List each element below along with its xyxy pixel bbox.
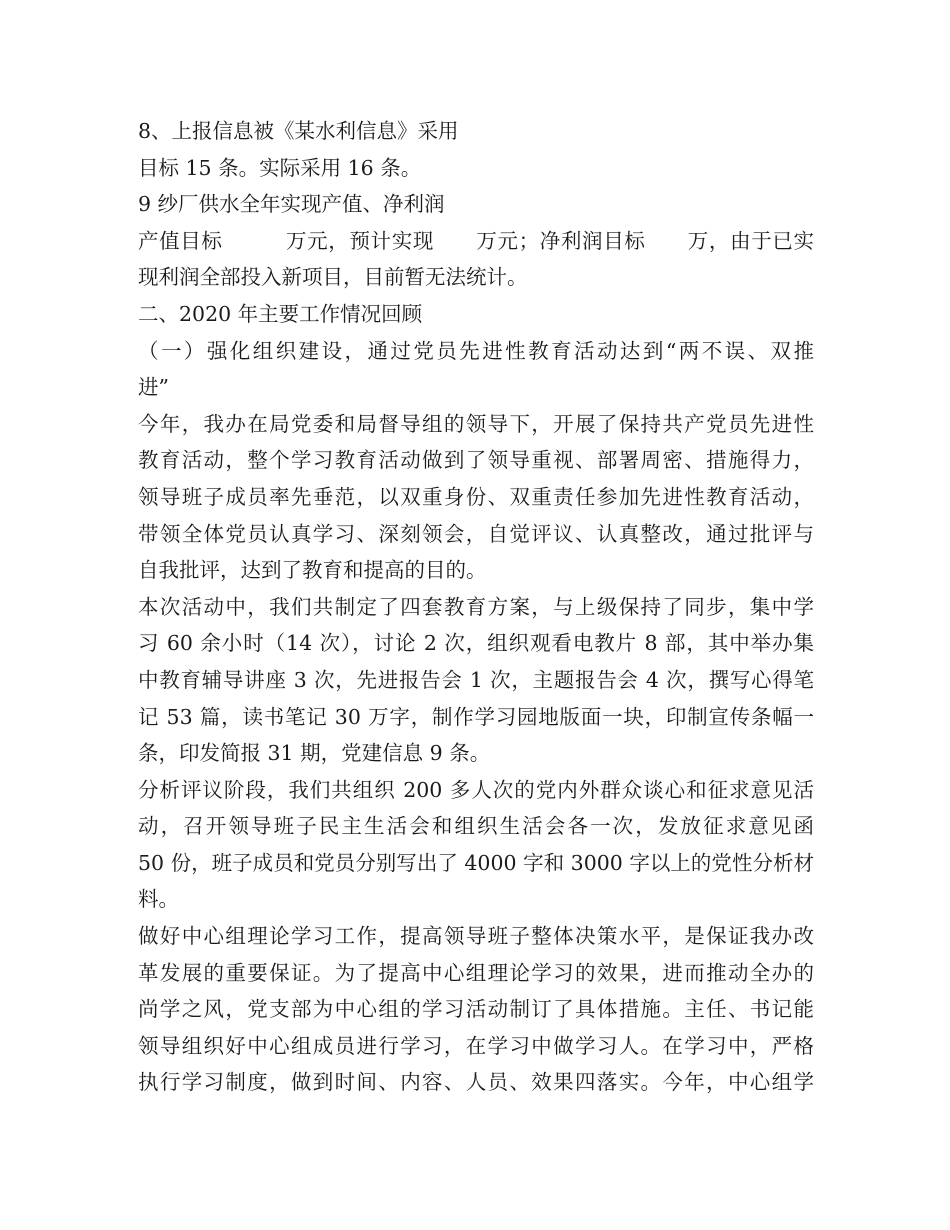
text-line: 带领全体党员认真学习、深刻领会，自觉评议、认真整改，通过批评与 bbox=[138, 521, 814, 546]
text-line: 中教育辅导讲座 3 次，先进报告会 1 次，主题报告会 4 次，撰写心得笔 bbox=[138, 667, 814, 692]
text-line: 50 份，班子成员和党员分别写出了 4000 字和 3000 字以上的党性分析材 bbox=[138, 850, 814, 875]
text-line: 教育活动，整个学习教育活动做到了领导重视、部署周密、措施得力， bbox=[138, 448, 814, 473]
text-line: 做好中心组理论学习工作，提高领导班子整体决策水平，是保证我办改 bbox=[138, 924, 814, 949]
text-line: 今年，我办在局党委和局督导组的领导下，开展了保持共产党员先进性 bbox=[138, 411, 814, 436]
text-line: 产值目标 万元，预计实现 万元；净利润目标 万，由于已实 bbox=[138, 228, 814, 253]
text-line: 尚学之风，党支部为中心组的学习活动制订了具体措施。主任、书记能 bbox=[138, 997, 814, 1022]
text-line: 料。 bbox=[138, 887, 179, 912]
text-line: 习 60 余小时（14 次），讨论 2 次，组织观看电教片 8 部，其中举办集 bbox=[138, 631, 814, 656]
text-line: 本次活动中，我们共制定了四套教育方案，与上级保持了同步，集中学 bbox=[138, 594, 814, 619]
text-line: 领导班子成员率先垂范，以双重身份、双重责任参加先进性教育活动， bbox=[138, 484, 814, 509]
text-line: 领导组织好中心组成员进行学习，在学习中做学习人。在学习中，严格 bbox=[138, 1033, 814, 1058]
item-heading-9: 9 纱厂供水全年实现产值、净利润 bbox=[138, 192, 445, 217]
text-line: 目标 15 条。实际采用 16 条。 bbox=[138, 155, 422, 180]
text-line: 分析评议阶段，我们共组织 200 多人次的党内外群众谈心和征求意见活 bbox=[138, 777, 814, 802]
text-line: 自我批评，达到了教育和提高的目的。 bbox=[138, 558, 487, 583]
text-line: 现利润全部投入新项目，目前暂无法统计。 bbox=[138, 265, 528, 290]
text-line: 记 53 篇，读书笔记 30 万字，制作学习园地版面一块，印制宣传条幅一 bbox=[138, 704, 814, 729]
text-line: 动，召开领导班子民主生活会和组织生活会各一次，发放征求意见函 bbox=[138, 814, 814, 839]
text-line: 革发展的重要保证。为了提高中心组理论学习的效果，进而推动全办的 bbox=[138, 960, 814, 985]
text-line: 条，印发简报 31 期，党建信息 9 条。 bbox=[138, 741, 491, 766]
item-heading-8: 8、上报信息被《某水利信息》采用 bbox=[138, 119, 459, 143]
subsection-heading-cont: 进” bbox=[138, 375, 169, 400]
document-body bbox=[138, 113, 814, 1101]
subsection-heading: （一）强化组织建设，通过党员先进性教育活动达到“两不误、双推 bbox=[138, 338, 814, 363]
section-heading: 二、2020 年主要工作情况回顾 bbox=[138, 301, 423, 326]
text-line: 执行学习制度，做到时间、内容、人员、效果四落实。今年，中心组学 bbox=[138, 1070, 814, 1095]
